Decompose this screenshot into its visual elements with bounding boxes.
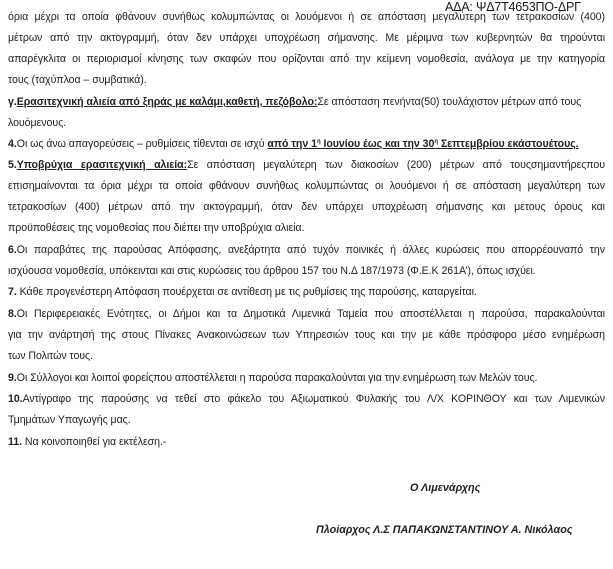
item-title: Υποβρύχια ερασιτεχνική αλιεία: <box>16 159 188 171</box>
item-text: Κάθε προγενέστερη Απόφαση πουέρχεται σε αντίθεση με τις ρυθμίσεις της παρούσης, καταργείται. <box>16 286 477 298</box>
paragraph-line: μέτρων από την ακτογραμμή, όταν δεν υπάρχει υποχρέωση σήμανσης. Με μέριμνα των κυβερνητών θα τηρούνται <box>8 32 605 44</box>
item-number: 6. <box>8 244 17 256</box>
period-start: από την 1 <box>267 138 317 150</box>
item-10 <box>8 392 605 406</box>
item-text: Αντίγραφο της παρούσης να τεθεί στο φάκελο του Αξιωματικού Φυλακής του Λ/Χ ΚΟΡΙΝΘΟΥ και των Λιμενικών <box>22 393 605 405</box>
item-number: 5. <box>8 159 17 171</box>
item-8 <box>8 307 605 321</box>
item-text: Οι Σύλλογοι και λοιποί φορείςπου αποστέλλεται η παρούσα παρακαλούνται για την ενημέρωση των Μελών τους. <box>16 372 538 384</box>
item-number: 8. <box>8 308 17 320</box>
item-text: Να κοινοποιηθεί για εκτέλεση.- <box>22 436 167 448</box>
item-g <box>8 95 605 109</box>
item-text: Οι Περιφερειακές Ενότητες, οι Δήμοι και τα Δημοτικά Λιμενικά Ταμεία που αποστέλλεται η παρούσα, παρακαλούνται <box>16 308 605 320</box>
item-number: 10. <box>8 393 23 405</box>
item-number: 11. <box>8 436 22 448</box>
item-text: Σε απόσταση μεγαλύτερη των διακοσίων (200) μέτρων από τουςσημαντήρεςπου <box>187 159 605 171</box>
item-7 <box>8 285 605 299</box>
period-mid: Ιουνίου έως και την 30 <box>320 138 435 150</box>
paragraph-line: για την ανάρτησή της στους Πίνακες Ανακοινώσεων των Υπηρεσιών τους και την με κάθε πρόσφορο μέσο ενημέρωση <box>8 329 605 341</box>
paragraph-line: επισημαίνονται τα όρια μέχρι τα οποία φθάνουν συνήθως κολυμπώντας οι λουόμενοι ή σε απόσταση μεγαλύτερη των <box>8 180 605 192</box>
paragraph-line: τετρακοσίων (400) μέτρων από την ακτογραμμή, όταν δεν υπάρχει υποχρέωση σήμανσης και μετους όρους και <box>8 201 605 213</box>
period-end: Σεπτεμβρίου εκάστουέτους. <box>437 138 579 150</box>
item-number: 7. <box>8 286 17 298</box>
item-4 <box>8 137 605 151</box>
paragraph-line: όρια μέχρι τα οποία φθάνουν συνήθως κολυμπώντας οι λουόμενοι ή σε απόσταση μεγαλύτερη των τετρακοσίων (400) <box>8 11 605 23</box>
item-5 <box>8 158 605 172</box>
ordinal-sup: η <box>316 139 321 145</box>
item-number: γ. <box>8 96 17 108</box>
paragraph-line: Τμημάτων Υπαγωγής μας. <box>8 414 131 426</box>
item-9 <box>8 371 605 385</box>
item-number: 4. <box>8 138 17 150</box>
item-text: Οι παραβάτες της παρούσας Απόφασης, ανεξάρτητα από τυχόν ποινικές ή άλλες κυρώσεις που απορρέουναπό την <box>16 244 605 256</box>
paragraph-line: λουόμενους. <box>8 117 67 129</box>
item-title: Ερασιτεχνική αλιεία από ξηράς με καλάμι,καθετή, πεζόβολο: <box>16 96 318 108</box>
paragraph-line: των Πολιτών τους. <box>8 350 94 362</box>
signature-role: Ο Λιμενάρχης <box>410 482 481 494</box>
paragraph-line: προϋποθέσεις της νομοθεσίας που διέπει την υποβρύχια αλιεία. <box>8 222 305 234</box>
paragraph-line: ισχύουσα νομοθεσία, υπόκεινται και στις κυρώσεις του άρθρου 157 του Ν.Δ 187/1973 (Φ.Ε.Κ 261Α’), όπως ισχύει. <box>8 265 536 277</box>
item-text: Σε απόσταση πενήντα(50) τουλάχιστον μέτρων από τους <box>317 96 582 108</box>
signature-name: Πλοίαρχος Λ.Σ ΠΑΠΑΚΩΝΣΤΑΝΤΙΝΟΥ Α. Νικόλαος <box>316 524 573 536</box>
paragraph-line: τους (ταχύπλοα – συμβατικά). <box>8 74 147 86</box>
paragraph-line: απαρέγκλιτα οι περιορισμοί κίνησης των σκαφών που ορίζονται από την κείμενη νομοθεσία, ανάλογα με την κατηγορία <box>8 53 605 65</box>
item-text: Οι ως άνω απαγορεύσεις – ρυθμίσεις τίθενται σε ισχύ <box>16 138 268 150</box>
ordinal-sup: η <box>434 139 438 145</box>
item-number: 9. <box>8 372 17 384</box>
item-6 <box>8 243 605 257</box>
effective-period <box>267 138 578 150</box>
item-11 <box>8 435 605 449</box>
ada-stamp: ΑΔΑ: ΨΔ7Τ4653ΠΟ-ΔΡΓ <box>445 0 581 14</box>
